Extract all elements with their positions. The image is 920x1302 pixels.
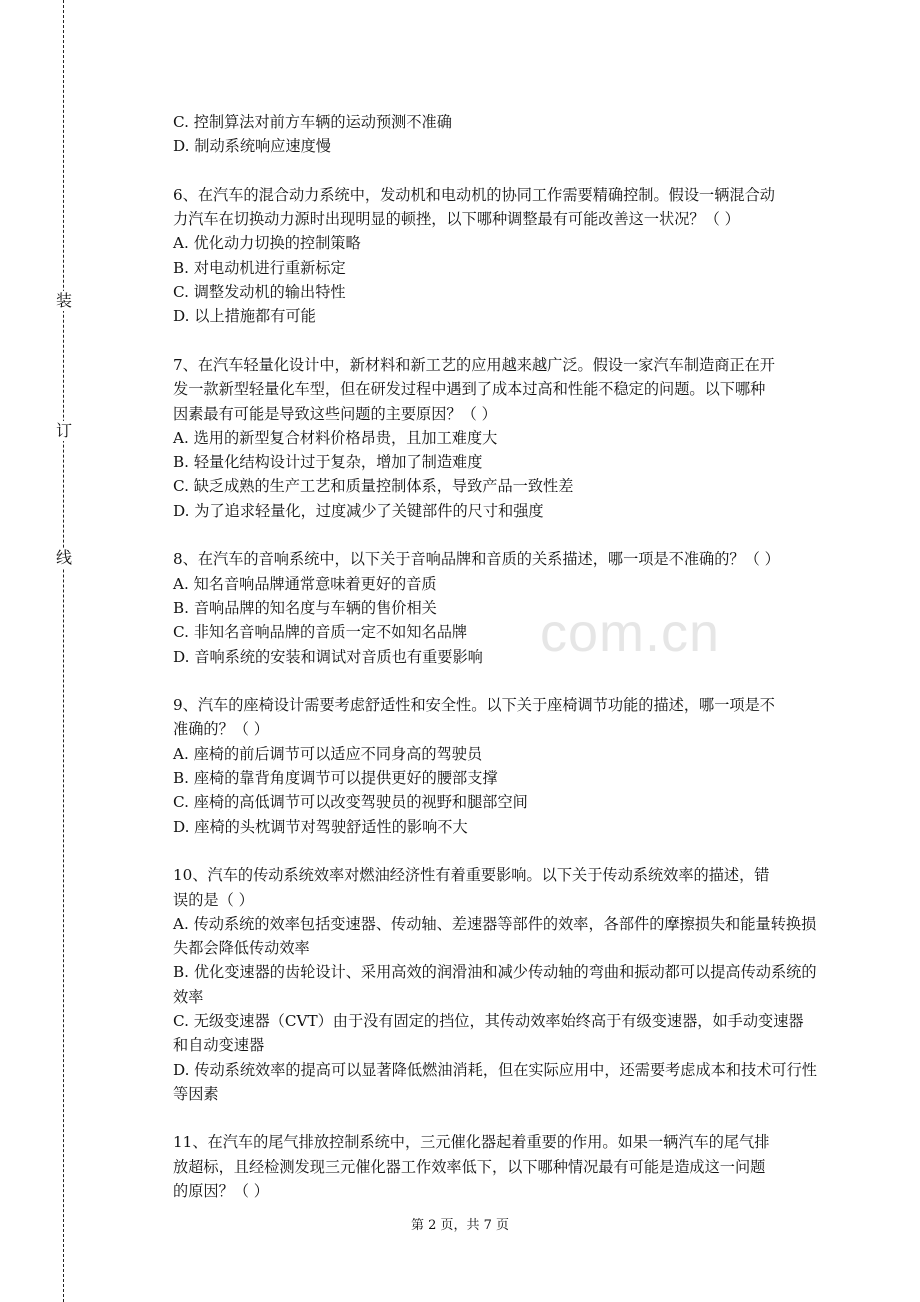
question-6 — [173, 183, 818, 329]
option-d: D. 音响系统的安装和调试对音质也有重要影响 — [173, 647, 483, 666]
question-stem: 8、在汽车的音响系统中，以下关于音响品牌和音质的关系描述，哪一项是不准确的？（ ） — [173, 550, 780, 569]
option-c: C. 调整发动机的输出特性 — [173, 283, 346, 302]
exam-content — [173, 110, 818, 1203]
question-stem: 因素最有可能是导致这些问题的主要原因？（ ） — [173, 404, 497, 423]
question-stem: 误的是（ ） — [173, 890, 254, 909]
binding-dashed-line — [63, 0, 64, 1302]
option-b: B. 音响品牌的知名度与车辆的售价相关 — [173, 598, 437, 617]
option-d: D. 传动系统效率的提高可以显著降低燃油消耗，但在实际应用中，还需要考虑成本和技术可行性等因素 — [173, 1060, 817, 1103]
option-c: C. 无级变速器（CVT）由于没有固定的挡位，其传动效率始终高于有级变速器，如手动变速器和自动变速器 — [173, 1011, 804, 1055]
question-10 — [173, 863, 818, 1106]
watermark: com.cn — [540, 603, 721, 663]
question-9 — [173, 693, 818, 839]
option-b: B. 座椅的靠背角度调节可以提供更好的腰部支撑 — [173, 769, 498, 788]
question-7 — [173, 353, 818, 523]
question-8 — [173, 547, 818, 668]
option-c: C. 缺乏成熟的生产工艺和质量控制体系，导致产品一致性差 — [173, 477, 574, 496]
option-d: D. 制动系统响应速度慢 — [173, 137, 331, 156]
question-stem: 9、汽车的座椅设计需要考虑舒适性和安全性。以下关于座椅调节功能的描述，哪一项是不 — [173, 696, 775, 715]
question-11 — [173, 1130, 818, 1203]
question-stem: 放超标，且经检测发现三元催化器工作效率低下，以下哪种情况最有可能是造成这一问题 — [173, 1157, 766, 1176]
question-stem: 的原因？（ ） — [173, 1182, 269, 1201]
option-a: A. 传动系统的效率包括变速器、传动轴、差速器等部件的效率，各部件的摩擦损失和能量转换损失都会降低传动效率 — [173, 914, 817, 958]
question-stem: 准确的？（ ） — [173, 720, 269, 739]
option-c: C. 座椅的高低调节可以改变驾驶员的视野和腿部空间 — [173, 793, 528, 812]
option-a: A. 知名音响品牌通常意味着更好的音质 — [173, 574, 437, 593]
continued-question — [173, 110, 818, 159]
option-a: A. 座椅的前后调节可以适应不同身高的驾驶员 — [173, 744, 483, 763]
question-stem: 6、在汽车的混合动力系统中，发动机和电动机的协同工作需要精确控制。假设一辆混合动 — [173, 185, 775, 204]
option-d: D. 座椅的头枕调节对驾驶舒适性的影响不大 — [173, 817, 468, 836]
question-stem: 11、在汽车的尾气排放控制系统中，三元催化器起着重要的作用。如果一辆汽车的尾气排 — [173, 1133, 770, 1152]
option-b: B. 轻量化结构设计过于复杂，增加了制造难度 — [173, 453, 483, 472]
option-a: A. 优化动力切换的控制策略 — [173, 234, 361, 253]
option-d: D. 以上措施都有可能 — [173, 307, 316, 326]
page-footer: 第 2 页，共 7 页 — [410, 1218, 510, 1233]
option-b: B. 优化变速器的齿轮设计、采用高效的润滑油和减少传动轴的弯曲和振动都可以提高传动系统的效率 — [173, 963, 817, 1006]
option-c: C. 非知名音响品牌的音质一定不如知名品牌 — [173, 623, 468, 642]
option-a: A. 选用的新型复合材料价格昂贵，且加工难度大 — [173, 428, 498, 447]
question-stem: 10、汽车的传动系统效率对燃油经济性有着重要影响。以下关于传动系统效率的描述，错 — [173, 866, 770, 885]
option-b: B. 对电动机进行重新标定 — [173, 258, 346, 277]
binding-mark-zhuang: 装 — [55, 291, 72, 310]
question-stem: 发一款新型轻量化车型，但在研发过程中遇到了成本过高和性能不稳定的问题。以下哪种 — [173, 380, 766, 399]
binding-mark-xian: 线 — [55, 548, 72, 567]
option-c: C. 控制算法对前方车辆的运动预测不准确 — [173, 113, 452, 131]
binding-mark-ding: 订 — [55, 421, 72, 440]
question-stem: 力汽车在切换动力源时出现明显的顿挫，以下哪种调整最有可能改善这一状况？（ ） — [173, 210, 740, 229]
question-stem: 7、在汽车轻量化设计中，新材料和新工艺的应用越来越广泛。假设一家汽车制造商正在开 — [173, 355, 775, 374]
option-d: D. 为了追求轻量化，过度减少了关键部件的尺寸和强度 — [173, 501, 544, 520]
